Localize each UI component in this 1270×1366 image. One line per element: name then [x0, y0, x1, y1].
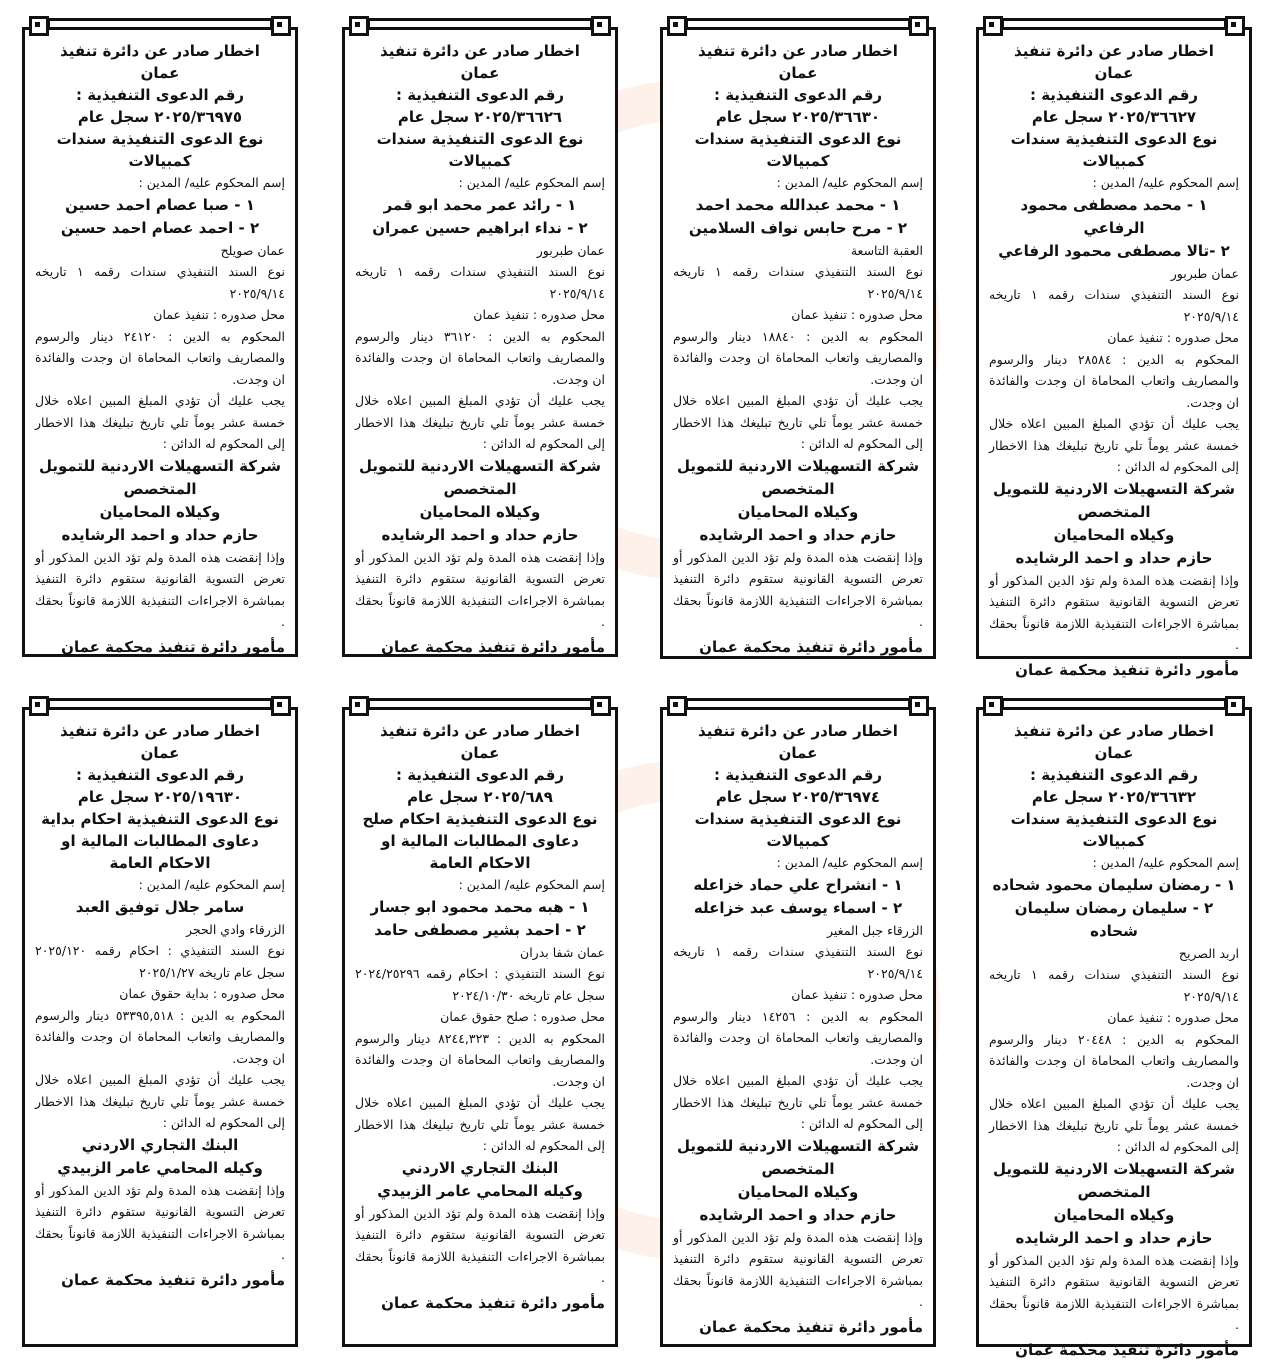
case-number-label: رقم الدعوى التنفيذية :	[75, 766, 245, 784]
creditor-line: شركة التسهيلات الاردنية للتمويل	[676, 456, 920, 475]
debtor-name: ٢ - احمد عصام احمد حسين	[60, 218, 260, 237]
corner-ornament	[349, 696, 369, 716]
issued-label: محل صدوره :	[1166, 330, 1239, 345]
amount-value: ٥٣٣٩٥,٥١٨	[115, 1007, 174, 1023]
warning-text: وإذا إنقضت هذه المدة ولم تؤد الدين المذكور أو تعرض التسوية القانونية ستقوم دائرة التنفيذ بمباشرة الاجراءات التنفيذية اللازمة قانوناً بحقك .	[355, 549, 605, 629]
issued-place	[35, 304, 285, 326]
issued-place	[989, 1007, 1239, 1029]
warning-text: وإذا إنقضت هذه المدة ولم تؤد الدين المذكور أو تعرض التسوية القانونية ستقوم دائرة التنفيذ بمباشرة الاجراءات التنفيذية اللازمة قانوناً بحقك .	[35, 1182, 285, 1262]
creditor-line: البنك التجاري الاردني	[81, 1135, 239, 1154]
execution-notice	[976, 707, 1252, 1359]
notice-title: اخطار صادر عن دائرة تنفيذ	[698, 722, 898, 740]
amount-value: ٢٠٤٤٨	[1077, 1031, 1112, 1047]
notice-city: عمان	[778, 744, 818, 762]
debtor-name: ٢ - مرح حابس نواف السلامين	[688, 218, 908, 237]
creditor-line: وكيلاه المحاميان	[1053, 1205, 1175, 1224]
corner-ornament	[29, 696, 49, 716]
document-type: نوع السند التنفيذي سندات رقمه ١ تاريخه ٢٠٢٥/٩/١٤	[989, 287, 1240, 324]
amount-value: ٣٦١٢٠	[443, 328, 478, 344]
debtor-address: عمان صويلح	[220, 242, 285, 258]
execution-notice	[22, 27, 298, 657]
corner-ornament	[1225, 696, 1245, 716]
issued-value: تنفيذ عمان	[1107, 1010, 1163, 1025]
creditor-line: المتخصص	[443, 479, 517, 498]
issued-value: تنفيذ عمان	[791, 307, 847, 322]
payment-instruction: يجب عليك أن تؤدي المبلغ المبين اعلاه خلال خمسة عشر يوماً تلي تاريخ تبليغك هذا الاخطار إلى المحكوم له الدائن :	[673, 1073, 923, 1131]
debtor-address: الزرقاء وادي الحجر	[186, 921, 285, 937]
notice-footer: مأمور دائرة تنفيذ محكمة عمان	[1015, 660, 1239, 679]
debtor-label: إسم المحكوم عليه/ المدين :	[776, 175, 923, 190]
issued-place	[673, 304, 923, 326]
case-number-label: رقم الدعوى التنفيذية :	[1029, 86, 1199, 104]
notice-city: عمان	[140, 744, 180, 762]
issued-label: محل صدوره :	[212, 307, 285, 322]
debtor-name: ١ - محمد مصطفى محمود الرفاعي	[1020, 195, 1208, 237]
amount-value: ٢٤١٢٠	[123, 328, 158, 344]
registry-suffix: سجل عام	[407, 788, 479, 806]
creditor-line: المتخصص	[123, 479, 197, 498]
debtor-name: ٢ - سليمان رمضان سليمان شحاده	[1014, 898, 1214, 940]
amount-label: المحكوم به الدين :	[1122, 351, 1239, 367]
case-number-value: ٢٠٢٥/١٩٦٣٠	[154, 788, 243, 806]
corner-ornament	[909, 696, 929, 716]
notice-footer: مأمور دائرة تنفيذ محكمة عمان	[381, 1293, 605, 1312]
debtor-name: ٢ - نداء ابراهيم حسين عمران	[372, 218, 588, 237]
case-type: نوع الدعوى التنفيذية سندات كمبيالات	[1010, 810, 1218, 850]
amount-label: المحكوم به الدين :	[496, 1030, 605, 1046]
creditor-line: البنك التجاري الاردني	[401, 1158, 559, 1177]
case-number-value: ٢٠٢٥/٣٦٦٢٧	[1108, 108, 1197, 126]
amount-label: المحكوم به الدين :	[1122, 1031, 1239, 1047]
corner-ornament	[667, 696, 687, 716]
notice-title: اخطار صادر عن دائرة تنفيذ	[698, 42, 898, 60]
payment-instruction: يجب عليك أن تؤدي المبلغ المبين اعلاه خلال خمسة عشر يوماً تلي تاريخ تبليغك هذا الاخطار إلى المحكوم له الدائن :	[989, 1096, 1239, 1154]
issued-label: محل صدوره :	[850, 307, 923, 322]
creditor-line: حازم حداد و احمد الرشايده	[699, 1205, 897, 1224]
debtor-address: عمان طبربور	[1170, 265, 1239, 281]
issued-label: محل صدوره :	[212, 986, 285, 1001]
case-number	[989, 106, 1239, 128]
case-type: نوع الدعوى التنفيذية سندات كمبيالات	[1010, 130, 1218, 170]
case-number	[35, 786, 285, 808]
document-type: نوع السند التنفيذي سندات رقمه ١ تاريخه ٢٠٢٥/٩/١٤	[35, 264, 286, 301]
issued-place	[673, 984, 923, 1006]
amount	[673, 326, 923, 391]
debtor-name: ٢ - احمد بشير مصطفى حامد	[374, 920, 586, 939]
amount	[673, 1006, 923, 1071]
issued-value: تنفيذ عمان	[1107, 330, 1163, 345]
issued-label: محل صدوره :	[532, 1009, 605, 1024]
corner-ornament	[271, 696, 291, 716]
case-type: نوع الدعوى التنفيذية احكام بداية دعاوى المطالبات المالية او الاحكام العامة	[41, 810, 279, 872]
amount-suffix: دينار والرسوم والمصاريف واتعاب المحاماة ان وجدت والفائدة ان وجدت.	[35, 328, 285, 387]
case-number-value: ٢٠٢٥/٣٦٦٢٦	[474, 108, 563, 126]
warning-text: وإذا إنقضت هذه المدة ولم تؤد الدين المذكور أو تعرض التسوية القانونية ستقوم دائرة التنفيذ بمباشرة الاجراءات التنفيذية اللازمة قانوناً بحقك .	[673, 549, 923, 629]
amount-label: المحكوم به الدين :	[488, 328, 605, 344]
execution-notice	[22, 707, 298, 1347]
case-number	[355, 786, 605, 808]
notice-title: اخطار صادر عن دائرة تنفيذ	[1014, 722, 1214, 740]
registry-suffix: سجل عام	[397, 108, 469, 126]
notice-footer: مأمور دائرة تنفيذ محكمة عمان	[699, 1317, 923, 1336]
debtor-label: إسم المحكوم عليه/ المدين :	[458, 175, 605, 190]
debtor-label: إسم المحكوم عليه/ المدين :	[458, 877, 605, 892]
notice-city: عمان	[460, 64, 500, 82]
amount	[989, 349, 1239, 414]
creditor-line: شركة التسهيلات الاردنية للتمويل	[676, 1136, 920, 1155]
amount	[35, 326, 285, 391]
warning-text: وإذا إنقضت هذه المدة ولم تؤد الدين المذكور أو تعرض التسوية القانونية ستقوم دائرة التنفيذ بمباشرة الاجراءات التنفيذية اللازمة قانوناً بحقك .	[989, 1252, 1239, 1332]
creditor-line: حازم حداد و احمد الرشايده	[381, 525, 579, 544]
amount-suffix: دينار والرسوم والمصاريف واتعاب المحاماة ان وجدت والفائدة ان وجدت.	[673, 1008, 923, 1067]
case-type: نوع الدعوى التنفيذية سندات كمبيالات	[694, 130, 902, 170]
case-number-label: رقم الدعوى التنفيذية :	[395, 766, 565, 784]
notice-title: اخطار صادر عن دائرة تنفيذ	[60, 42, 260, 60]
creditor-line: المتخصص	[1077, 1182, 1151, 1201]
registry-suffix: سجل عام	[715, 108, 787, 126]
case-number	[355, 106, 605, 128]
debtor-name: ١ - صبا عصام احمد حسين	[65, 195, 255, 214]
amount	[35, 1005, 285, 1070]
creditor-line: حازم حداد و احمد الرشايده	[61, 525, 259, 544]
creditor-line: وكيلاه المحاميان	[737, 1182, 859, 1201]
payment-instruction: يجب عليك أن تؤدي المبلغ المبين اعلاه خلال خمسة عشر يوماً تلي تاريخ تبليغك هذا الاخطار إلى المحكوم له الدائن :	[989, 416, 1239, 474]
case-type: نوع الدعوى التنفيذية سندات كمبيالات	[56, 130, 264, 170]
case-number-value: ٢٠٢٥/٦٨٩	[483, 788, 553, 806]
execution-notice	[342, 707, 618, 1347]
issued-label: محل صدوره :	[532, 307, 605, 322]
payment-instruction: يجب عليك أن تؤدي المبلغ المبين اعلاه خلال خمسة عشر يوماً تلي تاريخ تبليغك هذا الاخطار إلى المحكوم له الدائن :	[355, 1095, 605, 1153]
creditor-line: المتخصص	[761, 1159, 835, 1178]
issued-place	[35, 983, 285, 1005]
execution-notice	[976, 27, 1252, 679]
issued-place	[989, 327, 1239, 349]
notice-title: اخطار صادر عن دائرة تنفيذ	[1014, 42, 1214, 60]
amount-suffix: دينار والرسوم والمصاريف واتعاب المحاماة ان وجدت والفائدة ان وجدت.	[35, 1007, 285, 1066]
corner-ornament	[29, 16, 49, 36]
debtor-address: عمان طبربور	[536, 242, 605, 258]
creditor-line: وكيله المحامي عامر الزبيدي	[377, 1181, 583, 1200]
notice-city: عمان	[1094, 744, 1134, 762]
creditor-line: وكيلاه المحاميان	[99, 502, 221, 521]
debtor-name: ٢ -تالا مصطفى محمود الرفاعي	[998, 241, 1230, 260]
amount-label: المحكوم به الدين :	[806, 1008, 923, 1024]
debtor-name: سامر جلال توفيق العبد	[75, 897, 245, 916]
issued-value: تنفيذ عمان	[791, 987, 847, 1002]
debtor-address: العقبة التاسعة	[850, 242, 923, 258]
amount-label: المحكوم به الدين :	[806, 328, 923, 344]
debtor-label: إسم المحكوم عليه/ المدين :	[138, 175, 285, 190]
case-number-label: رقم الدعوى التنفيذية :	[1029, 766, 1199, 784]
notice-city: عمان	[1094, 64, 1134, 82]
payment-instruction: يجب عليك أن تؤدي المبلغ المبين اعلاه خلال خمسة عشر يوماً تلي تاريخ تبليغك هذا الاخطار إلى المحكوم له الدائن :	[35, 1072, 285, 1130]
debtor-name: ١ - انشراح علي حماد خزاعله	[693, 875, 903, 894]
notice-title: اخطار صادر عن دائرة تنفيذ	[60, 722, 260, 740]
corner-ornament	[1225, 16, 1245, 36]
creditor-line: وكيلاه المحاميان	[737, 502, 859, 521]
debtor-name: ١ - رمضان سليمان محمود شحاده	[992, 875, 1236, 894]
issued-place	[355, 1006, 605, 1028]
corner-ornament	[591, 696, 611, 716]
debtor-address: الزرقاء جبل المغير	[827, 922, 923, 938]
case-number	[989, 786, 1239, 808]
amount-label: المحكوم به الدين :	[168, 328, 285, 344]
debtor-label: إسم المحكوم عليه/ المدين :	[1092, 855, 1239, 870]
debtor-label: إسم المحكوم عليه/ المدين :	[138, 877, 285, 892]
payment-instruction: يجب عليك أن تؤدي المبلغ المبين اعلاه خلال خمسة عشر يوماً تلي تاريخ تبليغك هذا الاخطار إلى المحكوم له الدائن :	[35, 393, 285, 451]
issued-value: بداية حقوق عمان	[119, 986, 209, 1001]
notice-title: اخطار صادر عن دائرة تنفيذ	[380, 722, 580, 740]
case-number-label: رقم الدعوى التنفيذية :	[713, 86, 883, 104]
document-type: نوع السند التنفيذي : احكام رقمه ٢٠٢٤/٢٥٢٩٦ سجل عام تاريخه ٢٠٢٤/١٠/٣٠	[355, 966, 605, 1003]
registry-suffix: سجل عام	[715, 788, 787, 806]
issued-value: صلح حقوق عمان	[440, 1009, 529, 1024]
registry-suffix: سجل عام	[1031, 788, 1103, 806]
amount-suffix: دينار والرسوم والمصاريف واتعاب المحاماة ان وجدت والفائدة ان وجدت.	[989, 1031, 1239, 1090]
amount-suffix: دينار والرسوم والمصاريف واتعاب المحاماة ان وجدت والفائدة ان وجدت.	[673, 328, 923, 387]
amount-value: ١٤٢٥٦	[761, 1008, 796, 1024]
corner-ornament	[667, 16, 687, 36]
amount	[989, 1029, 1239, 1094]
notice-footer: مأمور دائرة تنفيذ محكمة عمان	[699, 637, 923, 656]
creditor-line: شركة التسهيلات الاردنية للتمويل	[992, 1159, 1236, 1178]
debtor-address: اربد الصريح	[1178, 945, 1239, 961]
notice-city: عمان	[140, 64, 180, 82]
creditor-line: حازم حداد و احمد الرشايده	[699, 525, 897, 544]
case-number-value: ٢٠٢٥/٣٦٦٣٢	[1108, 788, 1197, 806]
case-number-label: رقم الدعوى التنفيذية :	[395, 86, 565, 104]
document-type: نوع السند التنفيذي سندات رقمه ١ تاريخه ٢٠٢٥/٩/١٤	[989, 967, 1240, 1004]
corner-ornament	[909, 16, 929, 36]
creditor-line: وكيلاه المحاميان	[1053, 525, 1175, 544]
issued-place	[355, 304, 605, 326]
corner-ornament	[349, 16, 369, 36]
creditor-line: حازم حداد و احمد الرشايده	[1015, 548, 1213, 567]
case-number	[673, 106, 923, 128]
corner-ornament	[983, 696, 1003, 716]
execution-notice	[660, 27, 936, 659]
amount	[355, 1028, 605, 1093]
execution-notice	[660, 707, 936, 1347]
notice-footer: مأمور دائرة تنفيذ محكمة عمان	[61, 637, 285, 656]
warning-text: وإذا إنقضت هذه المدة ولم تؤد الدين المذكور أو تعرض التسوية القانونية ستقوم دائرة التنفيذ بمباشرة الاجراءات التنفيذية اللازمة قانوناً بحقك .	[355, 1205, 605, 1285]
notice-footer: مأمور دائرة تنفيذ محكمة عمان	[61, 1270, 285, 1289]
warning-text: وإذا إنقضت هذه المدة ولم تؤد الدين المذكور أو تعرض التسوية القانونية ستقوم دائرة التنفيذ بمباشرة الاجراءات التنفيذية اللازمة قانوناً بحقك .	[673, 1229, 923, 1309]
corner-ornament	[591, 16, 611, 36]
amount-suffix: دينار والرسوم والمصاريف واتعاب المحاماة ان وجدت والفائدة ان وجدت.	[355, 328, 605, 387]
issued-value: تنفيذ عمان	[473, 307, 529, 322]
case-number-value: ٢٠٢٥/٣٦٦٣٠	[792, 108, 881, 126]
registry-suffix: سجل عام	[77, 108, 149, 126]
amount-value: ١٨٨٤٠	[761, 328, 796, 344]
debtor-label: إسم المحكوم عليه/ المدين :	[1092, 175, 1239, 190]
amount-value: ٢٨٥٨٤	[1077, 351, 1112, 367]
warning-text: وإذا إنقضت هذه المدة ولم تؤد الدين المذكور أو تعرض التسوية القانونية ستقوم دائرة التنفيذ بمباشرة الاجراءات التنفيذية اللازمة قانوناً بحقك .	[35, 549, 285, 629]
amount-label: المحكوم به الدين :	[180, 1007, 285, 1023]
case-number-value: ٢٠٢٥/٣٦٩٧٤	[792, 788, 881, 806]
notice-city: عمان	[460, 744, 500, 762]
issued-label: محل صدوره :	[850, 987, 923, 1002]
creditor-line: شركة التسهيلات الاردنية للتمويل	[358, 456, 602, 475]
document-type: نوع السند التنفيذي سندات رقمه ١ تاريخه ٢٠٢٥/٩/١٤	[673, 264, 924, 301]
amount	[355, 326, 605, 391]
debtor-address: عمان شفا بدران	[520, 944, 605, 960]
notice-title: اخطار صادر عن دائرة تنفيذ	[380, 42, 580, 60]
registry-suffix: سجل عام	[77, 788, 149, 806]
case-number	[35, 106, 285, 128]
amount-suffix: دينار والرسوم والمصاريف واتعاب المحاماة ان وجدت والفائدة ان وجدت.	[355, 1030, 605, 1089]
creditor-line: المتخصص	[1077, 502, 1151, 521]
case-number-label: رقم الدعوى التنفيذية :	[75, 86, 245, 104]
notice-footer: مأمور دائرة تنفيذ محكمة عمان	[1015, 1340, 1239, 1359]
payment-instruction: يجب عليك أن تؤدي المبلغ المبين اعلاه خلال خمسة عشر يوماً تلي تاريخ تبليغك هذا الاخطار إلى المحكوم له الدائن :	[355, 393, 605, 451]
execution-notice	[342, 27, 618, 657]
registry-suffix: سجل عام	[1031, 108, 1103, 126]
debtor-name: ١ - هبه محمد محمود ابو جسار	[370, 897, 590, 916]
debtor-name: ٢ - اسماء يوسف عبد خزاعله	[693, 898, 903, 917]
warning-text: وإذا إنقضت هذه المدة ولم تؤد الدين المذكور أو تعرض التسوية القانونية ستقوم دائرة التنفيذ بمباشرة الاجراءات التنفيذية اللازمة قانوناً بحقك .	[989, 572, 1239, 652]
creditor-line: شركة التسهيلات الاردنية للتمويل	[38, 456, 282, 475]
case-type: نوع الدعوى التنفيذية احكام صلح دعاوى المطالبات المالية او الاحكام العامة	[362, 810, 598, 872]
document-type: نوع السند التنفيذي سندات رقمه ١ تاريخه ٢٠٢٥/٩/١٤	[355, 264, 606, 301]
creditor-line: وكيلاه المحاميان	[419, 502, 541, 521]
notice-footer: مأمور دائرة تنفيذ محكمة عمان	[381, 637, 605, 656]
creditor-line: المتخصص	[761, 479, 835, 498]
payment-instruction: يجب عليك أن تؤدي المبلغ المبين اعلاه خلال خمسة عشر يوماً تلي تاريخ تبليغك هذا الاخطار إلى المحكوم له الدائن :	[673, 393, 923, 451]
issued-value: تنفيذ عمان	[153, 307, 209, 322]
corner-ornament	[271, 16, 291, 36]
creditor-line: حازم حداد و احمد الرشايده	[1015, 1228, 1213, 1247]
case-type: نوع الدعوى التنفيذية سندات كمبيالات	[376, 130, 584, 170]
creditor-line: وكيله المحامي عامر الزبيدي	[57, 1158, 263, 1177]
document-type: نوع السند التنفيذي سندات رقمه ١ تاريخه ٢٠٢٥/٩/١٤	[673, 944, 924, 981]
notice-city: عمان	[778, 64, 818, 82]
amount-value: ٨٢٤٤,٣٢٣	[438, 1030, 490, 1046]
case-number-value: ٢٠٢٥/٣٦٩٧٥	[154, 108, 243, 126]
creditor-line: شركة التسهيلات الاردنية للتمويل	[992, 479, 1236, 498]
case-number-label: رقم الدعوى التنفيذية :	[713, 766, 883, 784]
corner-ornament	[983, 16, 1003, 36]
debtor-name: ١ - رائد عمر محمد ابو قمر	[383, 195, 577, 214]
amount-suffix: دينار والرسوم والمصاريف واتعاب المحاماة ان وجدت والفائدة ان وجدت.	[989, 351, 1239, 410]
debtor-label: إسم المحكوم عليه/ المدين :	[776, 855, 923, 870]
issued-label: محل صدوره :	[1166, 1010, 1239, 1025]
document-type: نوع السند التنفيذي : احكام رقمه ٢٠٢٥/١٢٠ سجل عام تاريخه ٢٠٢٥/١/٢٧	[35, 943, 285, 980]
case-type: نوع الدعوى التنفيذية سندات كمبيالات	[694, 810, 902, 850]
debtor-name: ١ - محمد عبدالله محمد احمد	[695, 195, 901, 214]
case-number	[673, 786, 923, 808]
